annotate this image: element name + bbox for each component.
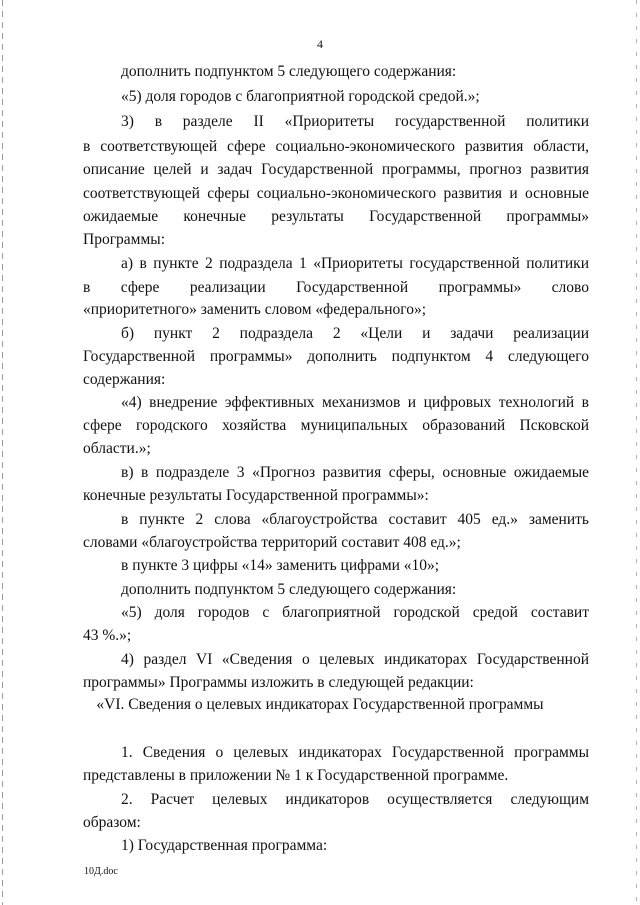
- page-number: 4: [317, 37, 323, 51]
- scan-edge-right: [636, 0, 637, 905]
- text-line: 1. Сведения о целевых индикаторах Государственной программы: [121, 744, 589, 761]
- text-line: а) в пункте 2 подраздела 1 «Приоритеты государственной политики: [121, 255, 589, 272]
- text-line: 1) Государственная программа:: [121, 837, 328, 854]
- text-line: конечные результаты Государственной программы»:: [83, 487, 429, 504]
- scan-edge-left: [2, 0, 3, 905]
- section-heading: «VI. Сведения о целевых индикаторах Государственной программы: [96, 696, 544, 713]
- text-line: программы» Программы изложить в следующей редакции:: [83, 674, 474, 691]
- text-line: в сфере реализации Государственной программы» слово: [83, 279, 589, 296]
- text-line: б) пункт 2 подраздела 2 «Цели и задачи реализации: [121, 325, 589, 342]
- text-line: образом:: [83, 814, 141, 831]
- text-line: словами «благоустройства территорий составит 408 ед.»;: [83, 534, 461, 551]
- text-line: представлены в приложении № 1 к Государственной программе.: [83, 767, 509, 784]
- text-line: 43 %.»;: [83, 627, 132, 644]
- text-line: «5) доля городов с благоприятной городской средой составит: [121, 604, 589, 621]
- file-name-footer: 10Д.doc: [84, 866, 118, 877]
- text-line: в пункте 2 слова «благоустройства составит 405 ед.» заменить: [121, 511, 589, 528]
- text-line: области.»;: [83, 440, 151, 457]
- text-line: соответствующей сферы социально-экономического развития и основные: [83, 185, 589, 202]
- text-line: Программы:: [83, 231, 166, 248]
- text-line: описание целей и задач Государственной программы, прогноз развития: [83, 161, 589, 178]
- text-line: 3) в разделе II «Приоритеты государственной политики: [121, 113, 589, 130]
- text-line: «приоритетного» заменить словом «федерального»;: [83, 301, 427, 318]
- text-line: Государственной программы» дополнить подпунктом 4 следующего: [83, 348, 589, 365]
- text-line: дополнить подпунктом 5 следующего содержания:: [121, 63, 457, 80]
- text-line: в) в подразделе 3 «Прогноз развития сферы, основные ожидаемые: [121, 464, 589, 481]
- text-line: 4) раздел VI «Сведения о целевых индикаторах Государственной: [121, 651, 589, 668]
- text-line: 2. Расчет целевых индикаторов осуществляется следующим: [121, 791, 589, 808]
- text-line: сфере городского хозяйства муниципальных образований Псковской: [83, 417, 589, 434]
- text-line: дополнить подпунктом 5 следующего содержания:: [121, 581, 457, 598]
- text-line: «4) внедрение эффективных механизмов и цифровых технологий в: [121, 394, 589, 411]
- text-line: в пункте 3 цифры «14» заменить цифрами «10»;: [121, 557, 440, 574]
- text-line: «5) доля городов с благоприятной городской средой.»;: [121, 88, 480, 105]
- text-line: ожидаемые конечные результаты Государственной программы»: [83, 208, 589, 225]
- text-line: содержания:: [83, 371, 166, 388]
- text-line: в соответствующей сфере социально-экономического развития области,: [83, 138, 589, 155]
